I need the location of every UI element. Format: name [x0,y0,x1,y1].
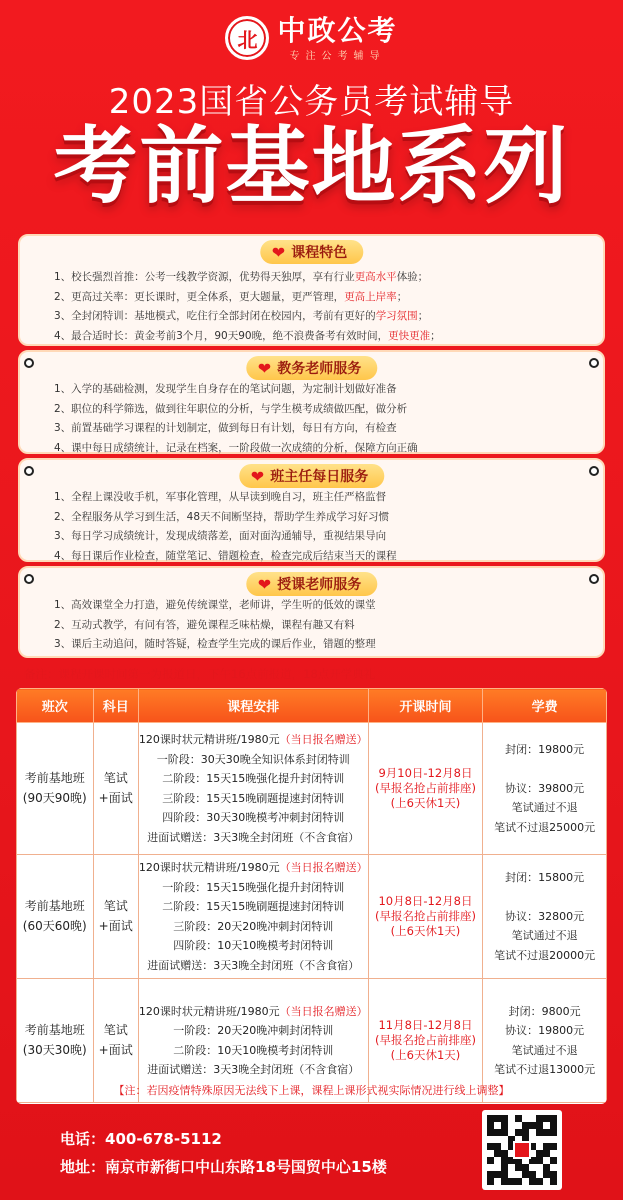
start-time-cell-line: (上6天休1天) [390,924,461,938]
big-title: 考前基地系列 [53,117,570,215]
list-item [54,635,589,655]
section-title-text: 班主任每日服务 [270,469,369,485]
subject-cell-line: +面试 [98,918,133,933]
brand-name: 中政公考 [277,13,398,47]
start-time-cell-line: 10月8日-12月8日 [378,894,473,908]
start-time-cell-line: (早报名抢占前排座) [374,781,476,795]
heart-icon: ❤ [257,358,272,378]
item-text: 1、校长强烈首推：公考一线教学资源，优势得天独厚，享有行业 [54,271,355,283]
item-text: 1、全程上课没收手机，军事化管理，从早读到晚自习，班主任严格监督 [54,491,387,503]
list-item [54,596,589,616]
list-item [54,547,589,567]
table-row [17,723,607,855]
subject-cell-line: +面试 [98,790,133,805]
item-text: 4、课中每日成绩统计，记录在档案，一阶段做一次成绩的分析，保障方向正确 [54,441,418,454]
plan-gift-text: （当日报名赠送） [279,733,368,746]
course-table [16,688,607,1104]
header-start-time: 开课时间 [368,689,483,723]
item-text: 2、全程服务从学习到生活，48天不间断坚持，帮助学生养成学习好习惯 [54,510,390,523]
address-text: 南京市新街口中山东路18号国贸中心15楼 [105,1158,387,1176]
header-class: 班次 [17,689,94,723]
item-text: 2、职位的科学筛选，做到往年职位的分析，与学生模考成绩做匹配，做分析 [54,402,408,415]
fee-cell-line: 笔试通过不退 [511,1043,578,1057]
class-cell-line: (90天90晚) [22,790,87,805]
plan-line: 一阶段：15天15晚强化提升封闭特训 [162,880,345,894]
plan-line [139,858,368,878]
subject-cell [93,723,138,855]
start-time-cell-line: (上6天休1天) [390,796,461,810]
plan-gift-text: （当日报名赠送） [279,1004,368,1018]
table-header-row [17,689,607,723]
section-title [246,356,377,380]
class-cell-line: (60天60晚) [22,918,87,933]
heart-icon: ❤ [257,574,272,594]
header-fee: 学费 [483,689,607,723]
item-text: 1、高效课堂全力打造，避免传统课堂，老师讲，学生听的低效的课堂 [54,599,376,611]
brand-text [277,15,397,62]
fee-cell-line: 协议：39800元 [505,781,585,795]
fee-cell-line: 笔试不过退13000元 [494,1063,596,1076]
list-item [54,288,589,308]
highlight-text: 更高上岸率 [344,290,397,303]
item-text: 1、入学的基础检测，发现学生自身存在的笔试问题，为定制计划做好准备 [54,383,397,395]
list-item [54,380,589,400]
list-item [54,508,589,528]
list-item [54,616,589,636]
binder-ring-icon [589,466,599,476]
plan-line: 一阶段：30天30晚全知识体系封闭特训 [156,752,350,766]
plan-cell [138,855,368,979]
list-item [54,400,589,420]
subject-cell-line: 笔试 [103,771,128,785]
binder-ring-icon [589,574,599,584]
subject-cell-line: +面试 [98,1042,133,1057]
brand-logo [0,10,623,66]
phone-number[interactable]: 400-678-5112 [105,1130,222,1148]
fee-cell-line: 协议：19800元 [505,1024,585,1037]
fee-cell-line: 封闭：19800元 [505,742,585,756]
item-text: 3、课后主动追问，随时答疑，检查学生完成的课后作业，错题的整理 [54,638,376,650]
lecturer-service-card [18,566,605,658]
list-item [54,327,589,347]
qr-logo-icon [513,1141,531,1159]
fee-cell-line: 笔试不过退25000元 [494,820,596,834]
plan-cell [138,723,368,855]
item-text: ； [396,290,408,303]
header-subject: 科目 [93,689,138,723]
subject-cell-line: 笔试 [103,899,128,913]
plan-line: 进面试赠送：3天3晚全封闭班（不含食宿） [147,1063,360,1076]
plan-line [139,1002,368,1022]
binder-ring-icon [24,358,34,368]
item-text: 2、更高过关率：更长课时，更全体系，更大题量，更严管理， [54,290,345,303]
fee-cell [483,723,607,855]
fee-cell-line: 笔试不过退20000元 [494,948,596,962]
highlight-text: 学习氛围 [375,310,418,322]
plan-line: 二阶段：15天15晚刷题提速封闭特训 [162,900,345,913]
section-list [54,596,589,655]
fee-cell-line: 协议：32800元 [505,909,585,923]
section-list [54,380,589,458]
binder-ring-icon [24,574,34,584]
section-title [246,572,377,596]
schedule-note: 备注：课程开课时间第一为报道日，下午16点前报道，18点开学典礼 [24,667,376,681]
plan-first-text: 120课时状元精讲班/1980元 [138,1004,280,1018]
item-text: ； [417,310,429,322]
start-time-cell [368,855,483,979]
highlight-text: 更高水平 [354,271,397,283]
item-text: ； [430,329,441,342]
plan-line: 四阶段：30天30晚模考冲刺封闭特训 [162,811,345,824]
item-text: 3、每日学习成绩统计，发现成绩落差，面对面沟通辅导，重视结果导向 [54,530,387,542]
list-item [54,439,589,459]
section-title [239,464,384,488]
brand-slogan: 专注公考辅导 [289,50,386,62]
item-text: 2、互动式教学，有问有答，避免课程乏味枯燥，课程有趣又有料 [54,618,355,631]
binder-ring-icon [24,466,34,476]
plan-line: 一阶段：20天20晚冲刺封闭特训 [173,1024,334,1037]
start-time-cell-line: 9月10日-12月8日 [378,766,473,780]
plan-first-text: 120课时状元精讲班/1980元 [138,861,280,874]
subject-cell [93,855,138,979]
section-title-text: 授课老师服务 [277,577,362,593]
phone-label: 电话： [60,1130,106,1148]
heart-icon: ❤ [271,242,286,262]
list-item [54,488,589,508]
plan-gift-text: （当日报名赠送） [279,861,368,874]
contact-phone [60,1128,222,1149]
highlight-text: 更快更准 [388,329,431,342]
list-item [54,419,589,439]
class-cell-line: 考前基地班 [24,771,85,785]
section-title-text: 教务老师服务 [277,361,362,377]
fee-cell-line: 笔试通过不退 [511,801,578,815]
brand-emblem-icon: 北 [225,16,269,60]
heart-icon: ❤ [250,466,265,486]
fee-cell-line: 封闭：15800元 [505,870,585,884]
start-time-cell-line: (上6天休1天) [390,1048,461,1062]
plan-line: 二阶段：15天15晚强化提升封闭特训 [162,772,345,785]
address-label: 地址： [60,1158,106,1176]
item-text: 4、最合适时长：黄金考前3个月，90天90晚，绝不浪费备考有效时间， [54,329,389,342]
plan-line: 进面试赠送：3天3晚全封闭班（不含食宿） [147,958,360,972]
fee-cell-line [483,887,606,907]
class-cell-line: 考前基地班 [24,899,85,913]
list-item [54,268,589,288]
fee-cell [483,855,607,979]
header-plan: 课程安排 [138,689,368,723]
list-item [54,527,589,547]
section-title [260,240,363,264]
item-text: 4、每日课后作业检查，随堂笔记、错题检查，检查完成后结束当天的课程 [54,549,397,562]
table-row [17,855,607,979]
plan-first-text: 120课时状元精讲班/1980元 [138,733,280,746]
class-cell-line: (30天30晚) [22,1042,87,1057]
plan-line: 三阶段：15天15晚刷题提速封闭特训 [162,791,345,805]
plan-line: 三阶段：20天20晚冲刺封闭特训 [173,919,334,933]
plan-line: 进面试赠送：3天3晚全封闭班（不含食宿） [147,830,360,844]
section-list [54,488,589,566]
item-text: 3、前置基础学习课程的计划制定，做到每日有计划，每日有方向，有检查 [54,422,397,434]
section-title-text: 课程特色 [291,245,348,261]
start-time-cell-line: (早报名抢占前排座) [374,1033,476,1047]
fee-cell-line: 笔试通过不退 [511,929,578,943]
class-cell [17,723,94,855]
contact-address [60,1156,387,1177]
class-cell [17,855,94,979]
fee-cell-line [483,759,606,779]
course-features-card [18,234,605,346]
item-text: 3、全封闭特训：基地模式，吃住行全部封闭在校园内，考前有更好的 [54,310,376,322]
start-time-cell-line: (早报名抢占前排座) [374,909,476,923]
section-list [54,268,589,346]
plan-line: 四阶段：10天10晚模考封闭特训 [173,939,334,952]
academic-teacher-service-card [18,350,605,454]
fee-cell-line: 封闭：9800元 [508,1004,581,1018]
bottom-note: 【注：若因疫情特殊原因无法线下上课，课程上课形式视实际情况进行线上调整】 [113,1084,510,1097]
binder-ring-icon [589,358,599,368]
start-time-cell [368,723,483,855]
plan-line [139,730,368,750]
head-teacher-service-card [18,458,605,562]
headline: 2023国省公务员考试辅导 [108,82,515,122]
list-item [54,307,589,327]
start-time-cell-line: 11月8日-12月8日 [378,1018,473,1032]
item-text: 体验； [396,271,429,283]
class-cell-line: 考前基地班 [24,1023,85,1037]
subject-cell-line: 笔试 [103,1023,128,1037]
qr-code-icon [482,1110,562,1190]
plan-line: 二阶段：10天10晚模考封闭特训 [173,1043,334,1057]
